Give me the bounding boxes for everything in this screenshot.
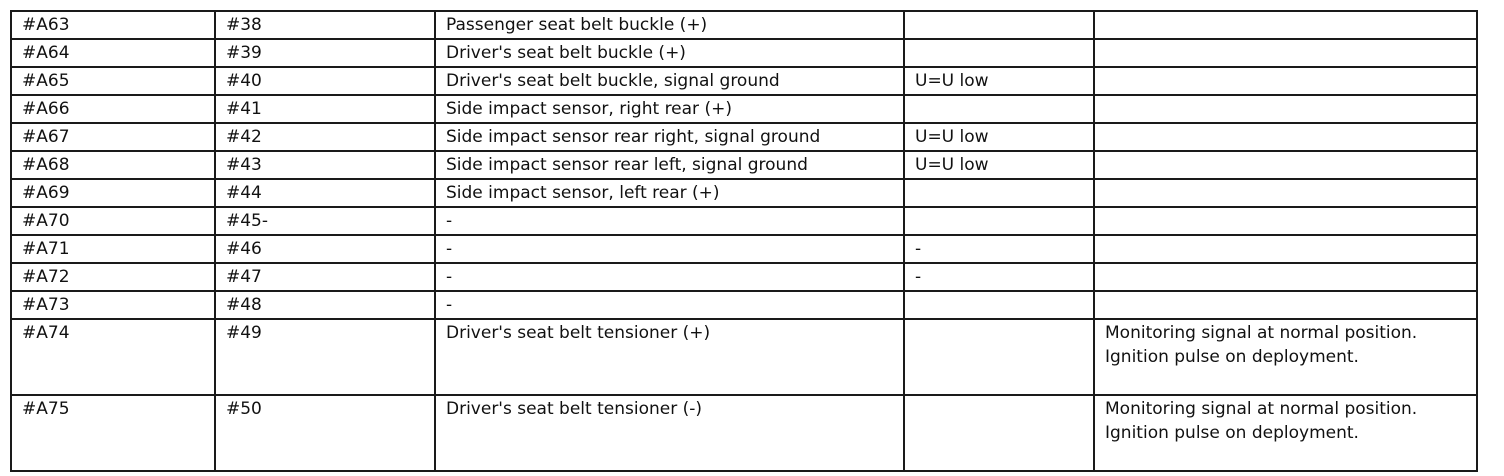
notes-cell [1094, 207, 1477, 235]
table-row [11, 151, 1477, 179]
notes-cell [1094, 235, 1477, 263]
signal-cell [904, 39, 1094, 67]
signal-cell: U=U low [904, 151, 1094, 179]
pin-a-cell: #A73 [11, 291, 215, 319]
pin-a-cell: #A65 [11, 67, 215, 95]
notes-cell [1094, 67, 1477, 95]
signal-cell: - [904, 235, 1094, 263]
description-cell: Passenger seat belt buckle (+) [435, 11, 904, 39]
pin-b-cell: #43 [215, 151, 435, 179]
pin-a-cell: #A70 [11, 207, 215, 235]
notes-cell [1094, 11, 1477, 39]
pin-b-cell: #40 [215, 67, 435, 95]
pin-a-cell: #A64 [11, 39, 215, 67]
description-cell: - [435, 263, 904, 291]
signal-cell [904, 11, 1094, 39]
pin-a-cell: #A67 [11, 123, 215, 151]
signal-cell [904, 179, 1094, 207]
description-cell: Side impact sensor, left rear (+) [435, 179, 904, 207]
pin-a-cell: #A68 [11, 151, 215, 179]
pin-b-cell: #46 [215, 235, 435, 263]
pin-a-cell: #A63 [11, 11, 215, 39]
notes-cell [1094, 291, 1477, 319]
table-row [11, 39, 1477, 67]
pin-b-cell: #50 [215, 395, 435, 471]
pin-b-cell: #44 [215, 179, 435, 207]
table-row [11, 207, 1477, 235]
table-row [11, 235, 1477, 263]
pin-a-cell: #A72 [11, 263, 215, 291]
signal-cell: - [904, 263, 1094, 291]
notes-cell [1094, 123, 1477, 151]
pin-b-cell: #42 [215, 123, 435, 151]
table-row [11, 11, 1477, 39]
pin-assignment-table [10, 10, 1478, 472]
table-row [11, 95, 1477, 123]
notes-cell: Monitoring signal at normal position. Ignition pulse on deployment. [1094, 395, 1477, 471]
description-cell: Side impact sensor rear left, signal ground [435, 151, 904, 179]
description-cell: Driver's seat belt tensioner (+) [435, 319, 904, 395]
notes-cell [1094, 263, 1477, 291]
pin-b-cell: #48 [215, 291, 435, 319]
pin-a-cell: #A75 [11, 395, 215, 471]
table-row [11, 67, 1477, 95]
description-cell: - [435, 291, 904, 319]
pin-b-cell: #41 [215, 95, 435, 123]
pin-b-cell: #49 [215, 319, 435, 395]
pin-a-cell: #A66 [11, 95, 215, 123]
notes-cell [1094, 39, 1477, 67]
signal-cell: U=U low [904, 123, 1094, 151]
table-row [11, 395, 1477, 471]
table-row [11, 179, 1477, 207]
pin-a-cell: #A74 [11, 319, 215, 395]
description-cell: Driver's seat belt buckle, signal ground [435, 67, 904, 95]
notes-cell [1094, 179, 1477, 207]
signal-cell [904, 207, 1094, 235]
table-row [11, 319, 1477, 395]
pin-b-cell: #47 [215, 263, 435, 291]
signal-cell [904, 95, 1094, 123]
notes-cell: Monitoring signal at normal position. Ignition pulse on deployment. [1094, 319, 1477, 395]
description-cell: Driver's seat belt tensioner (-) [435, 395, 904, 471]
description-cell: - [435, 235, 904, 263]
notes-cell [1094, 95, 1477, 123]
table-row [11, 263, 1477, 291]
signal-cell [904, 291, 1094, 319]
description-cell: Side impact sensor, right rear (+) [435, 95, 904, 123]
table-row [11, 291, 1477, 319]
signal-cell [904, 319, 1094, 395]
description-cell: Side impact sensor rear right, signal ground [435, 123, 904, 151]
pin-b-cell: #39 [215, 39, 435, 67]
pin-b-cell: #45- [215, 207, 435, 235]
notes-cell [1094, 151, 1477, 179]
description-cell: - [435, 207, 904, 235]
table-row [11, 123, 1477, 151]
pin-a-cell: #A69 [11, 179, 215, 207]
description-cell: Driver's seat belt buckle (+) [435, 39, 904, 67]
pin-a-cell: #A71 [11, 235, 215, 263]
pin-b-cell: #38 [215, 11, 435, 39]
signal-cell [904, 395, 1094, 471]
signal-cell: U=U low [904, 67, 1094, 95]
